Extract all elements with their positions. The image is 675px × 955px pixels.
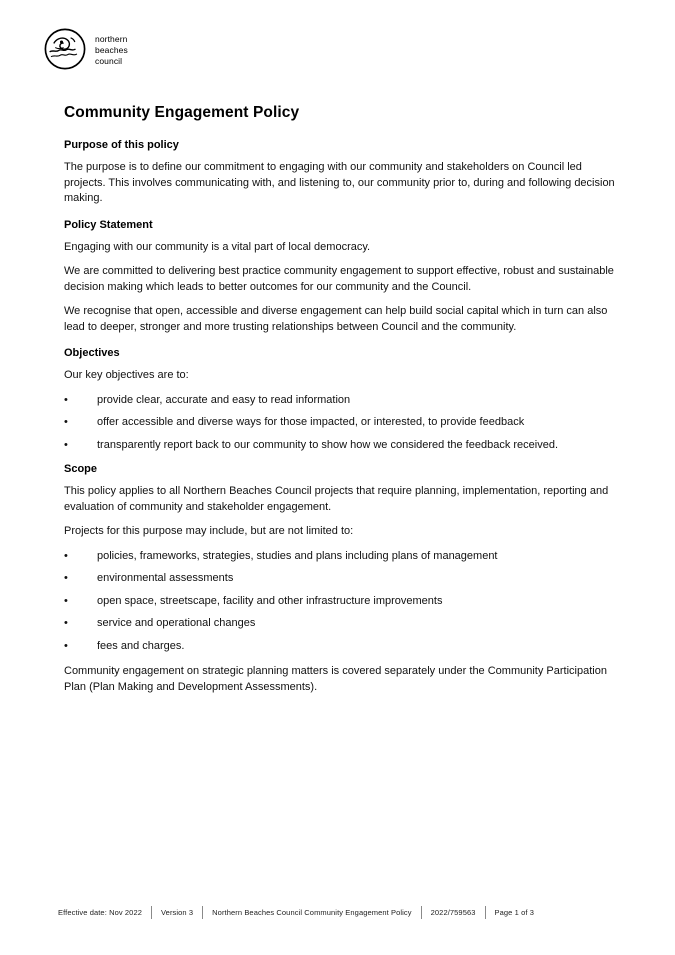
paragraph: We are committed to delivering best practice community engagement to support effective, robust and sustainable decision making which leads to better outcomes for our community and the Council. bbox=[64, 265, 614, 293]
page-content bbox=[64, 28, 616, 707]
list-item-text: service and operational changes bbox=[97, 617, 256, 629]
footer-page-number: Page 1 of 3 bbox=[494, 908, 534, 917]
list-item-text: policies, frameworks, strategies, studies and plans including plans of management bbox=[97, 549, 498, 562]
scope-list bbox=[64, 549, 616, 655]
paragraph: Engaging with our community is a vital part of local democracy. bbox=[64, 240, 371, 253]
paragraph: This policy applies to all Northern Beaches Council projects that require planning, implementation, reporting and evaluation of community and stakeholder engagement. bbox=[64, 485, 609, 513]
page-footer bbox=[58, 906, 617, 919]
list-item bbox=[64, 616, 616, 632]
bullet-icon: • bbox=[64, 617, 68, 629]
northern-beaches-council-logo-icon bbox=[44, 28, 86, 70]
logo-block bbox=[64, 28, 616, 70]
list-item bbox=[64, 393, 616, 409]
paragraph: Community engagement on strategic planning matters is covered separately under the Community Participation Plan (Plan Making and Development Assessments). bbox=[64, 665, 607, 693]
list-item-text: offer accessible and diverse ways for those impacted, or interested, to provide feedback bbox=[97, 416, 525, 428]
section-scope bbox=[64, 463, 616, 695]
section-heading: Scope bbox=[64, 463, 98, 475]
section-objectives bbox=[64, 347, 616, 453]
list-item bbox=[64, 438, 616, 454]
paragraph: The purpose is to define our commitment to engaging with our community and stakeholders on Council led projects. This involves communicating with, and listening to, our community prior to, during and following decision making. bbox=[64, 161, 615, 204]
paragraph: We recognise that open, accessible and diverse engagement can help build social capital which in turn can also lead to deeper, stronger and more trusting relationships between Council and the community. bbox=[64, 305, 608, 333]
footer-version: Version 3 bbox=[160, 908, 194, 917]
section-heading: Purpose of this policy bbox=[64, 139, 179, 151]
logo-wordmark bbox=[95, 28, 128, 67]
section-policy-statement bbox=[64, 219, 616, 336]
footer-row bbox=[58, 906, 617, 919]
list-item-text: open space, streetscape, facility and other infrastructure improvements bbox=[97, 594, 443, 607]
bullet-icon: • bbox=[64, 416, 68, 428]
list-item-text: environmental assessments bbox=[97, 572, 234, 584]
paragraph: Our key objectives are to: bbox=[64, 369, 189, 381]
section-purpose bbox=[64, 139, 616, 207]
list-item-text: transparently report back to our community to show how we considered the feedback received. bbox=[97, 438, 559, 451]
bullet-icon: • bbox=[64, 393, 68, 406]
list-item bbox=[64, 594, 616, 610]
section-heading: Policy Statement bbox=[64, 218, 153, 231]
list-item bbox=[64, 571, 616, 587]
logo-line-1: northern bbox=[95, 34, 128, 44]
list-item-text: fees and charges. bbox=[97, 639, 185, 652]
logo-line-3: council bbox=[95, 56, 123, 66]
bullet-icon: • bbox=[64, 549, 68, 562]
bullet-icon: • bbox=[64, 594, 68, 607]
section-heading: Objectives bbox=[64, 347, 120, 359]
bullet-icon: • bbox=[64, 639, 68, 652]
paragraph: Projects for this purpose may include, but are not limited to: bbox=[64, 525, 354, 537]
list-item bbox=[64, 549, 616, 565]
footer-doc-name: Northern Beaches Council Community Engagement Policy bbox=[212, 908, 412, 917]
footer-effective-date: Effective date: Nov 2022 bbox=[58, 908, 142, 917]
objectives-list bbox=[64, 393, 616, 454]
list-item bbox=[64, 639, 616, 655]
footer-reference: 2022/759563 bbox=[430, 908, 476, 917]
list-item-text: provide clear, accurate and easy to read information bbox=[97, 393, 351, 406]
list-item bbox=[64, 415, 616, 431]
bullet-icon: • bbox=[64, 572, 68, 584]
logo-line-2: beaches bbox=[95, 45, 128, 55]
bullet-icon: • bbox=[64, 438, 68, 451]
page-title: Community Engagement Policy bbox=[64, 104, 300, 121]
